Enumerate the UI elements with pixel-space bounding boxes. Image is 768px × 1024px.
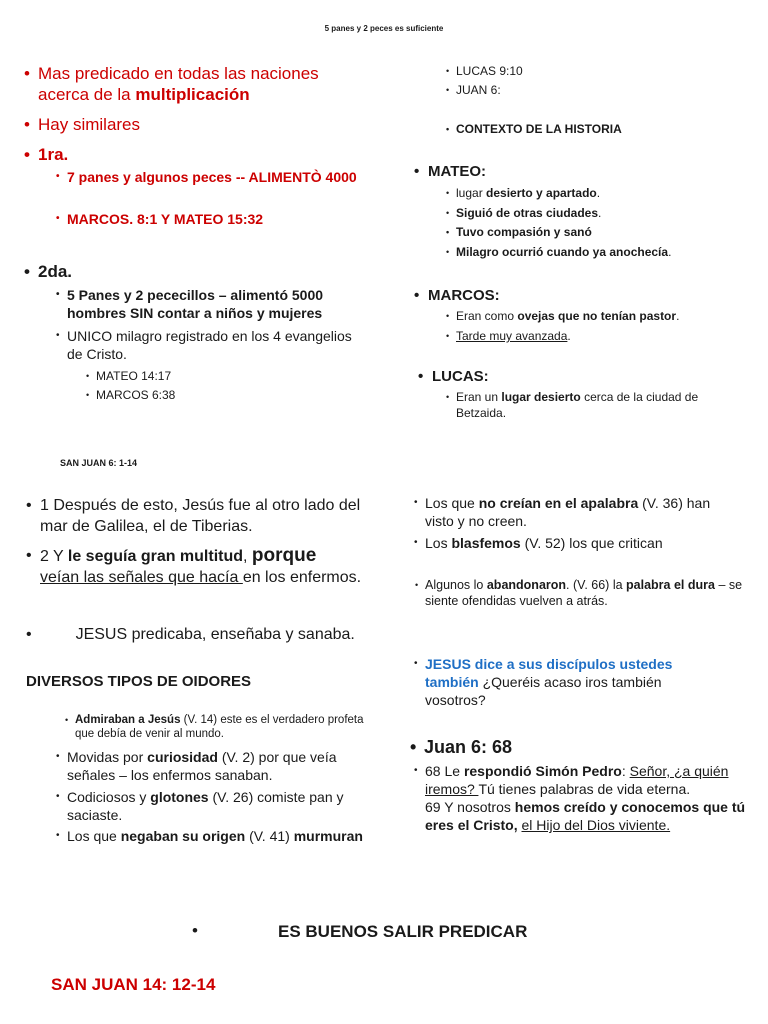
oidor-negaban: • Los que negaban su origen (V. 41) murmuran [67, 827, 387, 845]
mateo-item-3: • Tuvo compasión y sanó [456, 224, 592, 240]
lucas-heading: • LUCAS: [432, 367, 489, 386]
ref-mateo-14: • MATEO 14:17 [96, 368, 171, 384]
section-label-san-juan-6: SAN JUAN 6: 1-14 [60, 458, 138, 468]
grupo-no-creian: • Los que no creían en el apalabra (V. 36) han visto y no creen. [425, 494, 737, 530]
lucas-item-1: • Eran un lugar desierto cerca de la ciudad de Betzaida. [456, 389, 724, 421]
page-title: 5 panes y 2 peces es suficiente [324, 24, 444, 33]
marcos-heading: • MARCOS: [428, 286, 500, 305]
footer-heading: ES BUENOS SALIR PREDICAR [278, 922, 528, 941]
footer-ref: SAN JUAN 14: 12-14 [51, 975, 216, 994]
bullet-marcos-8: • MARCOS. 8:1 Y MATEO 15:32 [67, 210, 263, 228]
bullet-similares: • Hay similares [38, 114, 140, 135]
ref-juan: • JUAN 6: [456, 82, 501, 98]
verse-jesus-predicaba: • JESUS predicaba, enseñaba y sanaba. [40, 624, 360, 645]
oidor-curiosidad: • Movidas por curiosidad (V. 2) por que veía señales – los enfermos sanaban. [67, 748, 367, 784]
mateo-item-2: • Siguió de otras ciudades. [456, 205, 601, 221]
bullet-7-panes: • 7 panes y algunos peces -- ALIMENTÒ 4000 [67, 168, 357, 186]
oidor-admiraban: • Admiraban a Jesús (V. 14) este es el verdadero profeta que debía de venir al mundo. [75, 713, 367, 741]
grupo-abandonaron: • Algunos lo abandonaron. (V. 66) la palabra el dura – se siente ofendidas vuelven a atrás. [425, 577, 747, 609]
marcos-item-2: • Tarde muy avanzada. [456, 328, 571, 344]
mateo-heading: • MATEO: [428, 162, 486, 181]
ref-lucas: • LUCAS 9:10 [456, 63, 523, 79]
verse-1: • 1 Después de esto, Jesús fue al otro lado del mar de Galilea, el de Tiberias. [40, 495, 368, 537]
juan-6-68-heading: • Juan 6: 68 [424, 736, 512, 758]
oidores-heading: DIVERSOS TIPOS DE OIDORES [26, 673, 252, 690]
verse-2: • 2 Y le seguía gran multitud, porque veían las señales que hacía en los enfermos. [40, 545, 368, 588]
contexto-heading: • CONTEXTO DE LA HISTORIA [456, 121, 622, 137]
bullet-2da: • 2da. [38, 261, 72, 282]
oidor-codiciosos: • Codiciosos y glotones (V. 26) comiste pan y saciaste. [67, 788, 367, 824]
jesus-dice-discipulos: • JESUS dice a sus discípulos ustedes también ¿Queréis acaso iros también vosotros? [425, 655, 725, 709]
marcos-item-1: • Eran como ovejas que no tenían pastor. [456, 308, 679, 324]
mateo-item-4: • Milagro ocurrió cuando ya anochecía. [456, 244, 671, 260]
ref-marcos-6: • MARCOS 6:38 [96, 387, 175, 403]
bullet-predicado: • Mas predicado en todas las naciones acerca de la multiplicación [38, 63, 358, 105]
footer-bullet: • [192, 921, 198, 940]
mateo-item-1: • lugar desierto y apartado. [456, 185, 600, 201]
bullet-unico-milagro: • UNICO milagro registrado en los 4 evangelios de Cristo. [67, 327, 357, 363]
juan-verses: • 68 Le respondió Simón Pedro: Señor, ¿a quién iremos? Tú tienes palabras de vida eterna. 69 Y nosotros hemos creído y conocemos que tú eres el Cristo, el Hijo del Dios viviente. [425, 762, 750, 834]
bullet-5-panes: • 5 Panes y 2 pececillos – alimentó 5000 hombres SIN contar a niños y mujeres [67, 286, 367, 322]
grupo-blasfemos: • Los blasfemos (V. 52) los que critican [425, 534, 663, 552]
bullet-1ra: • 1ra. [38, 144, 68, 165]
